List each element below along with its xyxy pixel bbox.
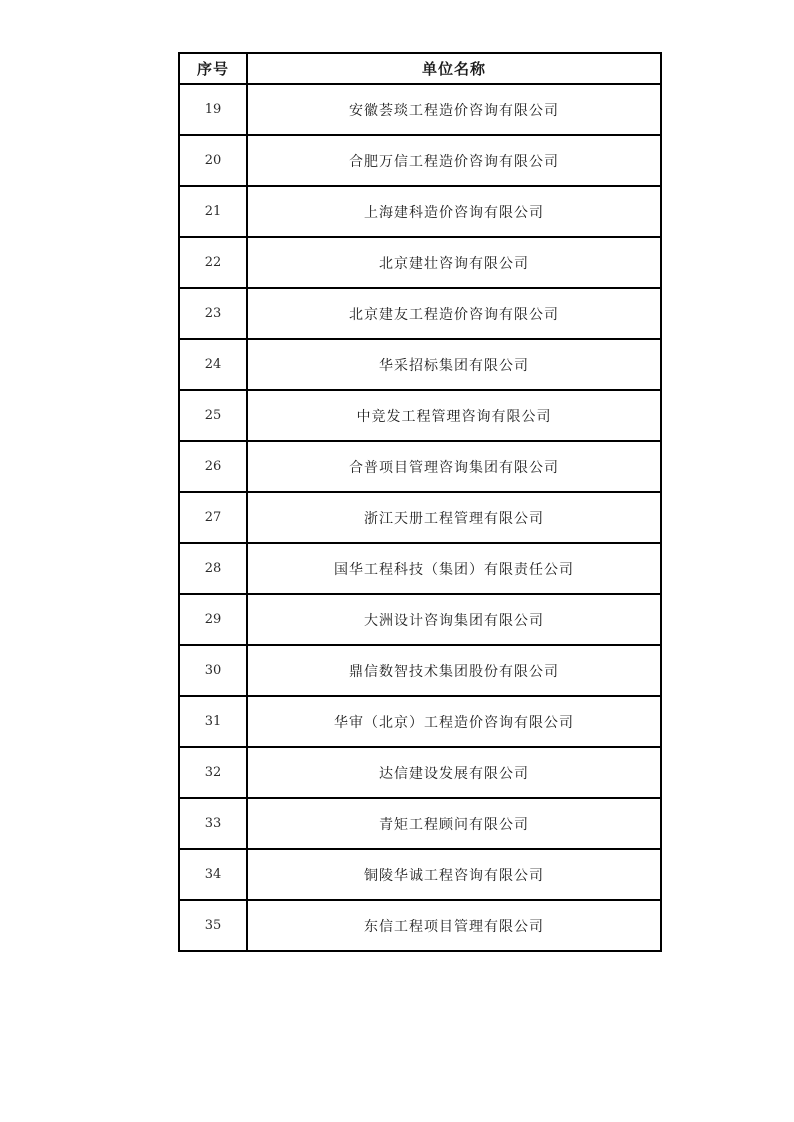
serial-number-cell: 23 xyxy=(179,288,247,339)
table-row xyxy=(179,492,661,543)
serial-number-cell: 20 xyxy=(179,135,247,186)
unit-name-cell: 上海建科造价咨询有限公司 xyxy=(247,186,661,237)
header-unit-name: 单位名称 xyxy=(247,53,661,84)
unit-name-cell: 铜陵华诚工程咨询有限公司 xyxy=(247,849,661,900)
unit-name-cell: 达信建设发展有限公司 xyxy=(247,747,661,798)
unit-name-cell: 华审（北京）工程造价咨询有限公司 xyxy=(247,696,661,747)
unit-name-cell: 安徽荟琰工程造价咨询有限公司 xyxy=(247,84,661,135)
table-row xyxy=(179,900,661,951)
header-serial-number: 序号 xyxy=(179,53,247,84)
serial-number-cell: 31 xyxy=(179,696,247,747)
table-row xyxy=(179,747,661,798)
serial-number-cell: 25 xyxy=(179,390,247,441)
unit-name-cell: 青矩工程顾问有限公司 xyxy=(247,798,661,849)
table-body xyxy=(179,84,661,951)
serial-number-cell: 35 xyxy=(179,900,247,951)
table-row xyxy=(179,798,661,849)
serial-number-cell: 21 xyxy=(179,186,247,237)
serial-number-cell: 28 xyxy=(179,543,247,594)
unit-name-cell: 华采招标集团有限公司 xyxy=(247,339,661,390)
table-row xyxy=(179,390,661,441)
unit-name-cell: 中竞发工程管理咨询有限公司 xyxy=(247,390,661,441)
unit-name-cell: 国华工程科技（集团）有限责任公司 xyxy=(247,543,661,594)
serial-number-cell: 32 xyxy=(179,747,247,798)
unit-name-cell: 鼎信数智技术集团股份有限公司 xyxy=(247,645,661,696)
table-row xyxy=(179,84,661,135)
unit-name-cell: 合普项目管理咨询集团有限公司 xyxy=(247,441,661,492)
serial-number-cell: 29 xyxy=(179,594,247,645)
table-row xyxy=(179,645,661,696)
table-row xyxy=(179,441,661,492)
unit-name-cell: 北京建友工程造价咨询有限公司 xyxy=(247,288,661,339)
serial-number-cell: 27 xyxy=(179,492,247,543)
unit-name-cell: 浙江天册工程管理有限公司 xyxy=(247,492,661,543)
table-row xyxy=(179,696,661,747)
table-row xyxy=(179,288,661,339)
table-header-row xyxy=(179,53,661,84)
table-row xyxy=(179,186,661,237)
serial-number-cell: 26 xyxy=(179,441,247,492)
serial-number-cell: 22 xyxy=(179,237,247,288)
table-row xyxy=(179,237,661,288)
table-row xyxy=(179,849,661,900)
serial-number-cell: 34 xyxy=(179,849,247,900)
serial-number-cell: 30 xyxy=(179,645,247,696)
serial-number-cell: 19 xyxy=(179,84,247,135)
unit-name-cell: 大洲设计咨询集团有限公司 xyxy=(247,594,661,645)
units-table xyxy=(178,52,662,952)
serial-number-cell: 33 xyxy=(179,798,247,849)
table-row xyxy=(179,543,661,594)
serial-number-cell: 24 xyxy=(179,339,247,390)
unit-name-cell: 合肥万信工程造价咨询有限公司 xyxy=(247,135,661,186)
table-row xyxy=(179,594,661,645)
unit-name-cell: 东信工程项目管理有限公司 xyxy=(247,900,661,951)
table-row xyxy=(179,135,661,186)
table-row xyxy=(179,339,661,390)
unit-name-cell: 北京建壮咨询有限公司 xyxy=(247,237,661,288)
